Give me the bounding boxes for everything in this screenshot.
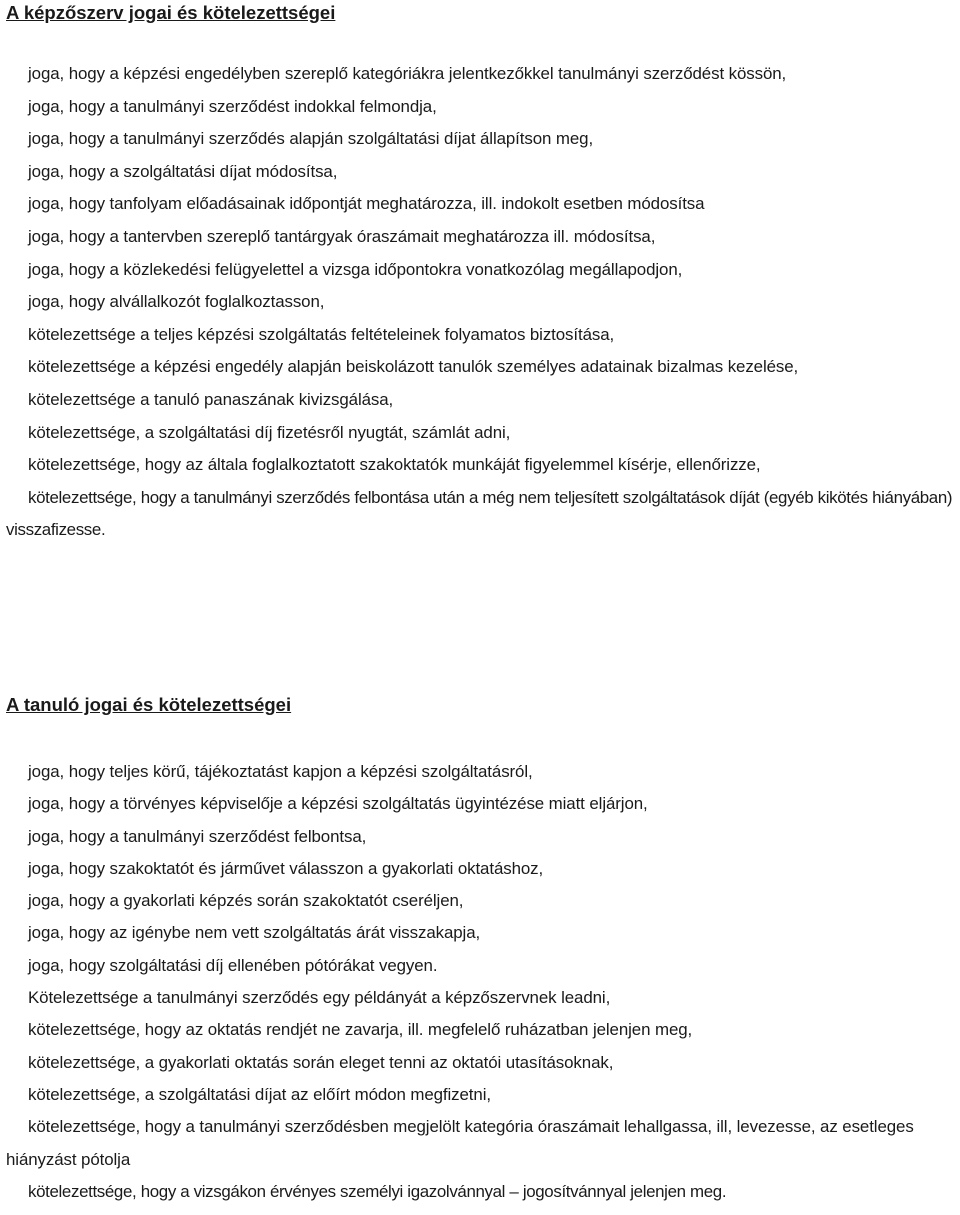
- list-item: kötelezettsége, hogy a tanulmányi szerződés felbontása után a még nem teljesített szolgáltatások díját (egyéb kikötés hiányában) visszafizesse.: [6, 487, 953, 540]
- list-item: kötelezettsége, a szolgáltatási díj fizetésről nyugtát, számlát adni,: [28, 422, 511, 442]
- list-item: kötelezettsége a képzési engedély alapján beiskolázott tanulók személyes adatainak bizalmas kezelése,: [28, 357, 799, 377]
- list-item: joga, hogy a törvényes képviselője a képzési szolgáltatás ügyintézése miatt eljárjon,: [28, 794, 648, 814]
- section-title-training-provider: A képzőszerv jogai és kötelezettségei: [6, 2, 336, 23]
- section-title-student: A tanuló jogai és kötelezettségei: [6, 694, 292, 715]
- list-item: joga, hogy a szolgáltatási díjat módosítsa,: [28, 161, 338, 181]
- student-rights-list: [0, 756, 958, 1208]
- list-item: kötelezettsége, hogy a tanulmányi szerződésben megjelölt kategória óraszámait lehallgassa, ill, levezesse, az esetleges hiányzást pótolja: [6, 1117, 914, 1169]
- list-item: joga, hogy a tanulmányi szerződést felbontsa,: [28, 826, 367, 846]
- list-item: kötelezettsége a tanuló panaszának kivizsgálása,: [28, 389, 394, 409]
- list-item: joga, hogy teljes körű, tájékoztatást kapjon a képzési szolgáltatásról,: [28, 762, 533, 781]
- list-item: joga, hogy a közlekedési felügyelettel a vizsga időpontokra vonatkozólag megállapodjon,: [28, 259, 683, 279]
- list-item: kötelezettsége, a gyakorlati oktatás során eleget tenni az oktatói utasításoknak,: [28, 1052, 614, 1072]
- training-provider-rights-list: [0, 58, 958, 547]
- list-item: joga, hogy szolgáltatási díj ellenében pótórákat vegyen.: [28, 955, 438, 975]
- list-item: joga, hogy tanfolyam előadásainak időpontját meghatározza, ill. indokolt esetben módosítsa: [28, 194, 705, 214]
- list-item: joga, hogy a képzési engedélyben szereplő kategóriákra jelentkezőkkel tanulmányi szerződést kössön,: [28, 64, 787, 83]
- list-item: kötelezettsége, hogy az oktatás rendjét ne zavarja, ill. megfelelő ruházatban jelenjen meg,: [28, 1020, 693, 1040]
- list-item: kötelezettsége, hogy az általa foglalkoztatott szakoktatók munkáját figyelemmel kísérje, ellenőrizze,: [28, 455, 761, 475]
- list-item: joga, hogy szakoktatót és járművet válasszon a gyakorlati oktatáshoz,: [28, 858, 544, 878]
- list-item: joga, hogy a gyakorlati képzés során szakoktatót cseréljen,: [28, 891, 464, 911]
- list-item: Kötelezettsége a tanulmányi szerződés egy példányát a képzőszervnek leadni,: [28, 988, 611, 1008]
- list-item: kötelezettsége, hogy a vizsgákon érvényes személyi igazolvánnyal – jogosítvánnyal jelenjen meg.: [28, 1181, 727, 1201]
- list-item: kötelezettsége, a szolgáltatási díjat az előírt módon megfizetni,: [28, 1084, 491, 1104]
- list-item: joga, hogy alvállalkozót foglalkoztasson,: [28, 292, 325, 312]
- list-item: joga, hogy az igénybe nem vett szolgáltatás árát visszakapja,: [28, 923, 481, 943]
- list-item: kötelezettsége a teljes képzési szolgáltatás feltételeinek folyamatos biztosítása,: [28, 324, 615, 344]
- list-item: joga, hogy a tanulmányi szerződést indokkal felmondja,: [28, 96, 437, 116]
- list-item: joga, hogy a tantervben szereplő tantárgyak óraszámait meghatározza ill. módosítsa,: [28, 226, 656, 246]
- list-item: joga, hogy a tanulmányi szerződés alapján szolgáltatási díjat állapítson meg,: [28, 129, 594, 149]
